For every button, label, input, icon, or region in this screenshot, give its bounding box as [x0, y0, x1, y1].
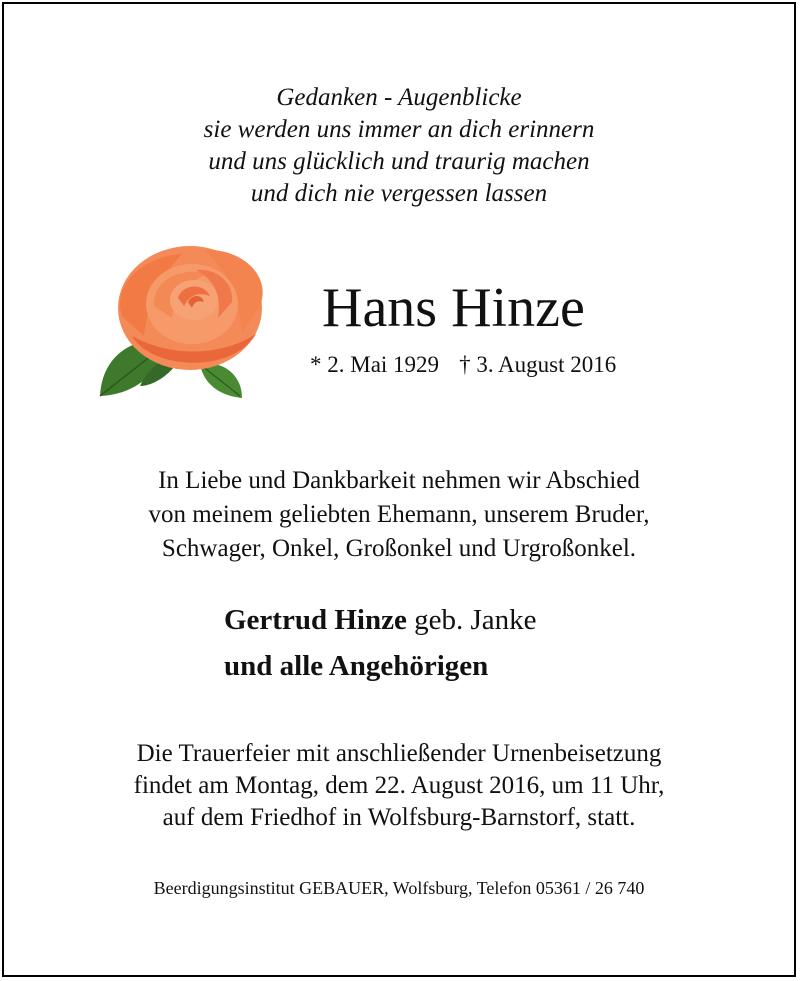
farewell-text — [4, 464, 794, 566]
farewell-line: von meinem geliebten Ehemann, unserem Bruder, — [148, 501, 650, 528]
funeral-home-footer: Beerdigungsinstitut GEBAUER, Wolfsburg, Telefon 05361 / 26 740 — [153, 878, 645, 898]
farewell-line: Schwager, Onkel, Großonkel und Urgroßonkel. — [161, 535, 637, 562]
rose-icon — [92, 236, 284, 412]
death-date: † 3. August 2016 — [459, 352, 617, 377]
family-primary — [224, 602, 536, 638]
ceremony-line: findet am Montag, dem 22. August 2016, um 11 Uhr, — [133, 772, 665, 799]
ceremony-info — [4, 738, 794, 834]
family-others: und alle Angehörigen — [224, 650, 489, 682]
poem-line: sie werden uns immer an dich erinnern — [203, 116, 595, 143]
ceremony-line: auf dem Friedhof in Wolfsburg-Barnstorf, statt. — [162, 804, 636, 831]
maiden-name-note: geb. Janke — [414, 604, 537, 636]
birth-date: * 2. Mai 1929 — [310, 352, 440, 377]
farewell-line: In Liebe und Dankbarkeit nehmen wir Abschied — [158, 467, 640, 494]
obituary-card — [2, 2, 796, 977]
poem-line: Gedanken - Augenblicke — [276, 84, 522, 111]
ceremony-line: Die Trauerfeier mit anschließender Urnenbeisetzung — [136, 740, 662, 767]
poem — [4, 82, 794, 210]
widow-name: Gertrud Hinze — [224, 604, 407, 636]
poem-line: und dich nie vergessen lassen — [250, 180, 548, 207]
life-dates — [310, 350, 616, 380]
poem-line: und uns glücklich und traurig machen — [208, 148, 590, 175]
deceased-name: Hans Hinze — [322, 277, 585, 339]
